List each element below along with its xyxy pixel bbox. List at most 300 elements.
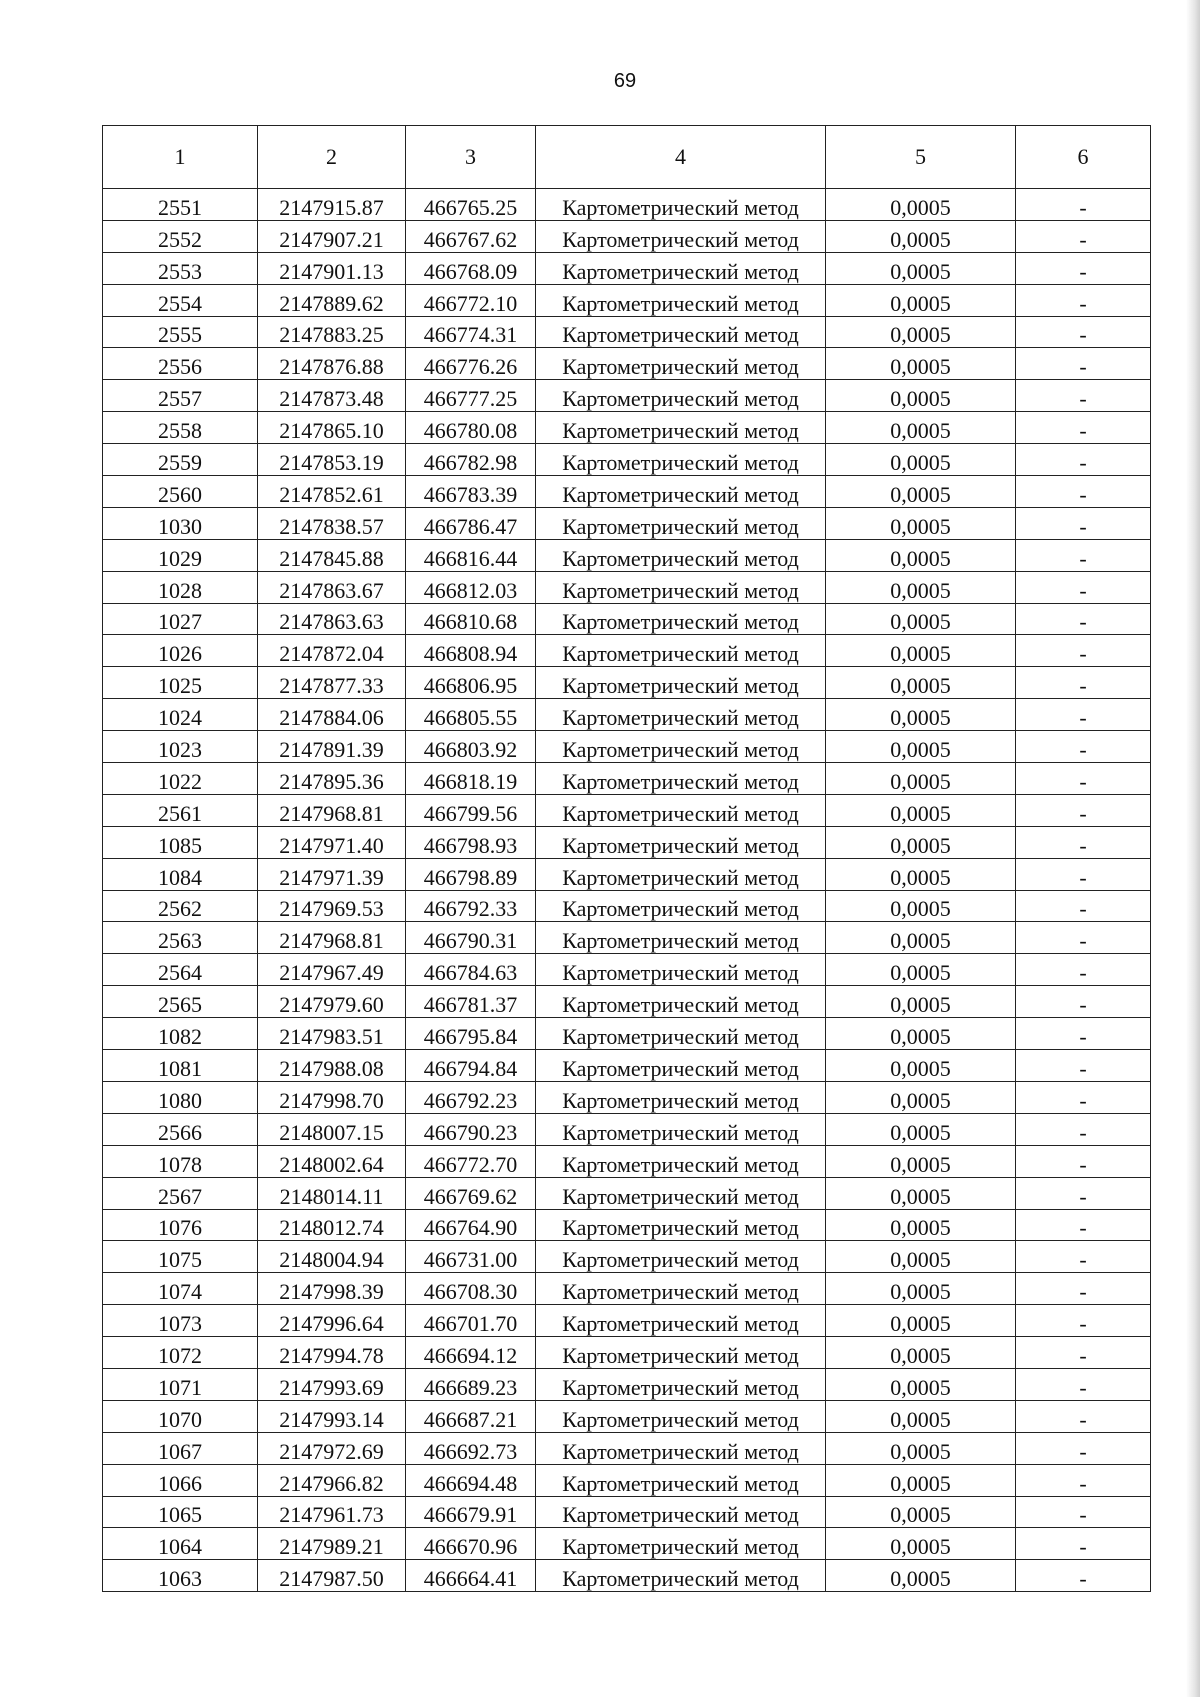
cell-point-number: 1084 bbox=[103, 858, 258, 890]
cell-accuracy: 0,0005 bbox=[826, 284, 1016, 316]
table-row bbox=[103, 1560, 1151, 1592]
cell-point-number: 1080 bbox=[103, 1081, 258, 1113]
cell-coord-y: 466692.73 bbox=[406, 1432, 536, 1464]
cell-accuracy: 0,0005 bbox=[826, 763, 1016, 795]
cell-coord-x: 2147996.64 bbox=[258, 1305, 406, 1337]
cell-coord-x: 2147872.04 bbox=[258, 635, 406, 667]
cell-note: - bbox=[1016, 412, 1151, 444]
cell-note: - bbox=[1016, 444, 1151, 476]
cell-accuracy: 0,0005 bbox=[826, 1528, 1016, 1560]
cell-note: - bbox=[1016, 252, 1151, 284]
cell-coord-y: 466765.25 bbox=[406, 189, 536, 221]
cell-coord-y: 466777.25 bbox=[406, 380, 536, 412]
cell-accuracy: 0,0005 bbox=[826, 1177, 1016, 1209]
table-row bbox=[103, 1432, 1151, 1464]
cell-coord-y: 466764.90 bbox=[406, 1209, 536, 1241]
cell-point-number: 2566 bbox=[103, 1113, 258, 1145]
cell-point-number: 1025 bbox=[103, 667, 258, 699]
cell-point-number: 1081 bbox=[103, 1050, 258, 1082]
table-row bbox=[103, 444, 1151, 476]
cell-accuracy: 0,0005 bbox=[826, 1081, 1016, 1113]
cell-coord-x: 2148002.64 bbox=[258, 1145, 406, 1177]
cell-coord-y: 466790.23 bbox=[406, 1113, 536, 1145]
table-row bbox=[103, 1209, 1151, 1241]
cell-method: Картометрический метод bbox=[536, 699, 826, 731]
cell-coord-y: 466776.26 bbox=[406, 348, 536, 380]
cell-coord-x: 2147876.88 bbox=[258, 348, 406, 380]
column-header-6: 6 bbox=[1016, 126, 1151, 189]
cell-point-number: 1074 bbox=[103, 1273, 258, 1305]
cell-point-number: 1076 bbox=[103, 1209, 258, 1241]
table-row bbox=[103, 1368, 1151, 1400]
cell-method: Картометрический метод bbox=[536, 1113, 826, 1145]
cell-accuracy: 0,0005 bbox=[826, 1050, 1016, 1082]
table-row bbox=[103, 1400, 1151, 1432]
cell-accuracy: 0,0005 bbox=[826, 444, 1016, 476]
cell-point-number: 2557 bbox=[103, 380, 258, 412]
cell-accuracy: 0,0005 bbox=[826, 986, 1016, 1018]
cell-coord-x: 2147907.21 bbox=[258, 220, 406, 252]
cell-point-number: 2554 bbox=[103, 284, 258, 316]
table-row bbox=[103, 252, 1151, 284]
cell-point-number: 1027 bbox=[103, 603, 258, 635]
cell-point-number: 1029 bbox=[103, 539, 258, 571]
table-row bbox=[103, 284, 1151, 316]
cell-accuracy: 0,0005 bbox=[826, 539, 1016, 571]
cell-method: Картометрический метод bbox=[536, 1050, 826, 1082]
table-row bbox=[103, 1337, 1151, 1369]
cell-method: Картометрический метод bbox=[536, 1081, 826, 1113]
cell-point-number: 2567 bbox=[103, 1177, 258, 1209]
cell-note: - bbox=[1016, 890, 1151, 922]
cell-coord-x: 2147877.33 bbox=[258, 667, 406, 699]
cell-method: Картометрический метод bbox=[536, 1432, 826, 1464]
cell-accuracy: 0,0005 bbox=[826, 731, 1016, 763]
table-row bbox=[103, 1496, 1151, 1528]
cell-accuracy: 0,0005 bbox=[826, 826, 1016, 858]
cell-coord-x: 2147967.49 bbox=[258, 954, 406, 986]
cell-coord-x: 2147845.88 bbox=[258, 539, 406, 571]
cell-coord-y: 466701.70 bbox=[406, 1305, 536, 1337]
cell-method: Картометрический метод bbox=[536, 635, 826, 667]
cell-note: - bbox=[1016, 220, 1151, 252]
cell-coord-x: 2147884.06 bbox=[258, 699, 406, 731]
cell-point-number: 2553 bbox=[103, 252, 258, 284]
table-row bbox=[103, 348, 1151, 380]
cell-note: - bbox=[1016, 1241, 1151, 1273]
cell-accuracy: 0,0005 bbox=[826, 1018, 1016, 1050]
cell-coord-y: 466794.84 bbox=[406, 1050, 536, 1082]
cell-coord-y: 466798.89 bbox=[406, 858, 536, 890]
cell-method: Картометрический метод bbox=[536, 1528, 826, 1560]
cell-note: - bbox=[1016, 1177, 1151, 1209]
cell-coord-x: 2147998.39 bbox=[258, 1273, 406, 1305]
cell-accuracy: 0,0005 bbox=[826, 699, 1016, 731]
table-row bbox=[103, 986, 1151, 1018]
cell-method: Картометрический метод bbox=[536, 954, 826, 986]
cell-coord-x: 2147853.19 bbox=[258, 444, 406, 476]
cell-method: Картометрический метод bbox=[536, 890, 826, 922]
table-row bbox=[103, 635, 1151, 667]
scan-edge bbox=[1186, 0, 1200, 1697]
cell-point-number: 1073 bbox=[103, 1305, 258, 1337]
cell-method: Картометрический метод bbox=[536, 444, 826, 476]
cell-point-number: 1065 bbox=[103, 1496, 258, 1528]
cell-point-number: 1085 bbox=[103, 826, 258, 858]
cell-accuracy: 0,0005 bbox=[826, 1464, 1016, 1496]
cell-method: Картометрический метод bbox=[536, 1018, 826, 1050]
cell-coord-x: 2147966.82 bbox=[258, 1464, 406, 1496]
cell-coord-y: 466731.00 bbox=[406, 1241, 536, 1273]
cell-accuracy: 0,0005 bbox=[826, 794, 1016, 826]
cell-coord-x: 2147863.63 bbox=[258, 603, 406, 635]
cell-coord-y: 466694.12 bbox=[406, 1337, 536, 1369]
cell-accuracy: 0,0005 bbox=[826, 252, 1016, 284]
cell-accuracy: 0,0005 bbox=[826, 507, 1016, 539]
table-header bbox=[103, 126, 1151, 189]
cell-accuracy: 0,0005 bbox=[826, 890, 1016, 922]
page-number: 69 bbox=[613, 70, 637, 92]
cell-point-number: 2555 bbox=[103, 316, 258, 348]
cell-point-number: 1022 bbox=[103, 763, 258, 795]
cell-note: - bbox=[1016, 284, 1151, 316]
cell-coord-y: 466812.03 bbox=[406, 571, 536, 603]
cell-coord-y: 466786.47 bbox=[406, 507, 536, 539]
cell-note: - bbox=[1016, 1113, 1151, 1145]
cell-note: - bbox=[1016, 539, 1151, 571]
cell-point-number: 1028 bbox=[103, 571, 258, 603]
cell-accuracy: 0,0005 bbox=[826, 603, 1016, 635]
cell-coord-y: 466679.91 bbox=[406, 1496, 536, 1528]
cell-coord-x: 2147987.50 bbox=[258, 1560, 406, 1592]
table-row bbox=[103, 922, 1151, 954]
cell-accuracy: 0,0005 bbox=[826, 1496, 1016, 1528]
cell-accuracy: 0,0005 bbox=[826, 380, 1016, 412]
cell-note: - bbox=[1016, 316, 1151, 348]
cell-method: Картометрический метод bbox=[536, 794, 826, 826]
cell-method: Картометрический метод bbox=[536, 348, 826, 380]
cell-note: - bbox=[1016, 699, 1151, 731]
cell-method: Картометрический метод bbox=[536, 571, 826, 603]
cell-coord-y: 466767.62 bbox=[406, 220, 536, 252]
cell-point-number: 2563 bbox=[103, 922, 258, 954]
cell-coord-x: 2148007.15 bbox=[258, 1113, 406, 1145]
cell-point-number: 2551 bbox=[103, 189, 258, 221]
cell-coord-y: 466784.63 bbox=[406, 954, 536, 986]
cell-point-number: 1070 bbox=[103, 1400, 258, 1432]
cell-coord-x: 2147891.39 bbox=[258, 731, 406, 763]
cell-method: Картометрический метод bbox=[536, 826, 826, 858]
cell-coord-y: 466772.70 bbox=[406, 1145, 536, 1177]
cell-method: Картометрический метод bbox=[536, 476, 826, 508]
table-row bbox=[103, 1528, 1151, 1560]
cell-note: - bbox=[1016, 1368, 1151, 1400]
cell-point-number: 1064 bbox=[103, 1528, 258, 1560]
cell-point-number: 2556 bbox=[103, 348, 258, 380]
cell-accuracy: 0,0005 bbox=[826, 922, 1016, 954]
cell-coord-y: 466806.95 bbox=[406, 667, 536, 699]
cell-method: Картометрический метод bbox=[536, 763, 826, 795]
cell-coord-x: 2147972.69 bbox=[258, 1432, 406, 1464]
cell-coord-y: 466689.23 bbox=[406, 1368, 536, 1400]
cell-coord-x: 2147961.73 bbox=[258, 1496, 406, 1528]
cell-method: Картометрический метод bbox=[536, 1273, 826, 1305]
cell-coord-y: 466799.56 bbox=[406, 794, 536, 826]
cell-accuracy: 0,0005 bbox=[826, 348, 1016, 380]
cell-coord-x: 2148004.94 bbox=[258, 1241, 406, 1273]
cell-coord-y: 466768.09 bbox=[406, 252, 536, 284]
table-row bbox=[103, 1241, 1151, 1273]
cell-coord-y: 466818.19 bbox=[406, 763, 536, 795]
cell-method: Картометрический метод bbox=[536, 1496, 826, 1528]
cell-coord-x: 2147865.10 bbox=[258, 412, 406, 444]
cell-point-number: 1082 bbox=[103, 1018, 258, 1050]
cell-accuracy: 0,0005 bbox=[826, 1113, 1016, 1145]
table-body bbox=[103, 189, 1151, 1592]
cell-coord-x: 2147968.81 bbox=[258, 922, 406, 954]
cell-coord-x: 2147971.39 bbox=[258, 858, 406, 890]
cell-coord-x: 2147989.21 bbox=[258, 1528, 406, 1560]
cell-note: - bbox=[1016, 1145, 1151, 1177]
cell-note: - bbox=[1016, 763, 1151, 795]
table-row bbox=[103, 220, 1151, 252]
table-row bbox=[103, 1273, 1151, 1305]
cell-coord-y: 466816.44 bbox=[406, 539, 536, 571]
cell-coord-x: 2147873.48 bbox=[258, 380, 406, 412]
cell-method: Картометрический метод bbox=[536, 1337, 826, 1369]
cell-note: - bbox=[1016, 1496, 1151, 1528]
cell-note: - bbox=[1016, 603, 1151, 635]
cell-point-number: 1030 bbox=[103, 507, 258, 539]
cell-point-number: 2552 bbox=[103, 220, 258, 252]
cell-point-number: 1066 bbox=[103, 1464, 258, 1496]
cell-coord-x: 2147901.13 bbox=[258, 252, 406, 284]
cell-coord-x: 2147968.81 bbox=[258, 794, 406, 826]
cell-coord-y: 466808.94 bbox=[406, 635, 536, 667]
cell-accuracy: 0,0005 bbox=[826, 1400, 1016, 1432]
cell-accuracy: 0,0005 bbox=[826, 635, 1016, 667]
table-row bbox=[103, 507, 1151, 539]
cell-note: - bbox=[1016, 1305, 1151, 1337]
cell-point-number: 2561 bbox=[103, 794, 258, 826]
table-row bbox=[103, 189, 1151, 221]
cell-note: - bbox=[1016, 348, 1151, 380]
cell-method: Картометрический метод bbox=[536, 1400, 826, 1432]
cell-accuracy: 0,0005 bbox=[826, 1560, 1016, 1592]
table-row bbox=[103, 731, 1151, 763]
cell-point-number: 1071 bbox=[103, 1368, 258, 1400]
cell-coord-y: 466708.30 bbox=[406, 1273, 536, 1305]
table-row bbox=[103, 826, 1151, 858]
cell-method: Картометрический метод bbox=[536, 1368, 826, 1400]
cell-method: Картометрический метод bbox=[536, 1177, 826, 1209]
cell-note: - bbox=[1016, 1464, 1151, 1496]
cell-method: Картометрический метод bbox=[536, 858, 826, 890]
cell-note: - bbox=[1016, 1560, 1151, 1592]
cell-coord-x: 2147979.60 bbox=[258, 986, 406, 1018]
table-row bbox=[103, 412, 1151, 444]
cell-method: Картометрический метод bbox=[536, 1145, 826, 1177]
table-row bbox=[103, 954, 1151, 986]
table-row bbox=[103, 794, 1151, 826]
cell-coord-y: 466790.31 bbox=[406, 922, 536, 954]
cell-note: - bbox=[1016, 635, 1151, 667]
column-header-2: 2 bbox=[258, 126, 406, 189]
cell-note: - bbox=[1016, 1273, 1151, 1305]
cell-point-number: 1078 bbox=[103, 1145, 258, 1177]
cell-note: - bbox=[1016, 476, 1151, 508]
cell-coord-x: 2148012.74 bbox=[258, 1209, 406, 1241]
cell-coord-x: 2147993.14 bbox=[258, 1400, 406, 1432]
table-row bbox=[103, 571, 1151, 603]
cell-note: - bbox=[1016, 1209, 1151, 1241]
table-row bbox=[103, 603, 1151, 635]
coordinates-table bbox=[102, 125, 1151, 1592]
cell-coord-y: 466810.68 bbox=[406, 603, 536, 635]
header-row bbox=[103, 126, 1151, 189]
column-header-4: 4 bbox=[536, 126, 826, 189]
cell-note: - bbox=[1016, 1050, 1151, 1082]
cell-note: - bbox=[1016, 1432, 1151, 1464]
cell-method: Картометрический метод bbox=[536, 922, 826, 954]
cell-coord-x: 2147993.69 bbox=[258, 1368, 406, 1400]
cell-accuracy: 0,0005 bbox=[826, 1273, 1016, 1305]
table-row bbox=[103, 1018, 1151, 1050]
cell-point-number: 1023 bbox=[103, 731, 258, 763]
cell-method: Картометрический метод bbox=[536, 539, 826, 571]
cell-note: - bbox=[1016, 1400, 1151, 1432]
column-header-5: 5 bbox=[826, 126, 1016, 189]
cell-accuracy: 0,0005 bbox=[826, 476, 1016, 508]
cell-accuracy: 0,0005 bbox=[826, 571, 1016, 603]
cell-coord-x: 2147998.70 bbox=[258, 1081, 406, 1113]
table-row bbox=[103, 539, 1151, 571]
cell-note: - bbox=[1016, 731, 1151, 763]
cell-accuracy: 0,0005 bbox=[826, 954, 1016, 986]
cell-method: Картометрический метод bbox=[536, 667, 826, 699]
cell-accuracy: 0,0005 bbox=[826, 1145, 1016, 1177]
cell-method: Картометрический метод bbox=[536, 603, 826, 635]
cell-note: - bbox=[1016, 826, 1151, 858]
cell-coord-y: 466803.92 bbox=[406, 731, 536, 763]
table-row bbox=[103, 1145, 1151, 1177]
cell-note: - bbox=[1016, 189, 1151, 221]
cell-point-number: 2564 bbox=[103, 954, 258, 986]
cell-coord-x: 2147883.25 bbox=[258, 316, 406, 348]
cell-method: Картометрический метод bbox=[536, 986, 826, 1018]
cell-method: Картометрический метод bbox=[536, 1209, 826, 1241]
cell-coord-y: 466780.08 bbox=[406, 412, 536, 444]
table-row bbox=[103, 763, 1151, 795]
cell-method: Картометрический метод bbox=[536, 189, 826, 221]
cell-coord-y: 466805.55 bbox=[406, 699, 536, 731]
table-row bbox=[103, 1113, 1151, 1145]
table-row bbox=[103, 1305, 1151, 1337]
cell-point-number: 1063 bbox=[103, 1560, 258, 1592]
cell-note: - bbox=[1016, 1018, 1151, 1050]
cell-point-number: 1026 bbox=[103, 635, 258, 667]
cell-method: Картометрический метод bbox=[536, 1305, 826, 1337]
column-header-1: 1 bbox=[103, 126, 258, 189]
table-row bbox=[103, 1464, 1151, 1496]
cell-point-number: 1075 bbox=[103, 1241, 258, 1273]
cell-method: Картометрический метод bbox=[536, 284, 826, 316]
cell-coord-x: 2147988.08 bbox=[258, 1050, 406, 1082]
cell-accuracy: 0,0005 bbox=[826, 316, 1016, 348]
cell-coord-x: 2147838.57 bbox=[258, 507, 406, 539]
cell-coord-y: 466670.96 bbox=[406, 1528, 536, 1560]
cell-method: Картометрический метод bbox=[536, 220, 826, 252]
cell-point-number: 1067 bbox=[103, 1432, 258, 1464]
cell-coord-x: 2147852.61 bbox=[258, 476, 406, 508]
cell-point-number: 2559 bbox=[103, 444, 258, 476]
cell-accuracy: 0,0005 bbox=[826, 189, 1016, 221]
cell-method: Картометрический метод bbox=[536, 731, 826, 763]
cell-coord-y: 466664.41 bbox=[406, 1560, 536, 1592]
cell-note: - bbox=[1016, 380, 1151, 412]
cell-point-number: 2565 bbox=[103, 986, 258, 1018]
cell-coord-y: 466792.33 bbox=[406, 890, 536, 922]
cell-note: - bbox=[1016, 1081, 1151, 1113]
cell-note: - bbox=[1016, 1337, 1151, 1369]
cell-accuracy: 0,0005 bbox=[826, 1305, 1016, 1337]
cell-coord-y: 466795.84 bbox=[406, 1018, 536, 1050]
cell-accuracy: 0,0005 bbox=[826, 1209, 1016, 1241]
cell-note: - bbox=[1016, 954, 1151, 986]
table-row bbox=[103, 1081, 1151, 1113]
cell-coord-x: 2147915.87 bbox=[258, 189, 406, 221]
cell-coord-y: 466783.39 bbox=[406, 476, 536, 508]
cell-note: - bbox=[1016, 986, 1151, 1018]
cell-note: - bbox=[1016, 858, 1151, 890]
cell-note: - bbox=[1016, 507, 1151, 539]
cell-note: - bbox=[1016, 1528, 1151, 1560]
table-row bbox=[103, 1177, 1151, 1209]
cell-coord-y: 466687.21 bbox=[406, 1400, 536, 1432]
table-row bbox=[103, 1050, 1151, 1082]
cell-point-number: 1072 bbox=[103, 1337, 258, 1369]
cell-note: - bbox=[1016, 667, 1151, 699]
table-row bbox=[103, 890, 1151, 922]
cell-point-number: 2558 bbox=[103, 412, 258, 444]
cell-coord-x: 2147895.36 bbox=[258, 763, 406, 795]
table-row bbox=[103, 476, 1151, 508]
cell-coord-x: 2147994.78 bbox=[258, 1337, 406, 1369]
cell-coord-x: 2147863.67 bbox=[258, 571, 406, 603]
cell-coord-x: 2147969.53 bbox=[258, 890, 406, 922]
cell-method: Картометрический метод bbox=[536, 252, 826, 284]
cell-point-number: 2560 bbox=[103, 476, 258, 508]
cell-coord-y: 466774.31 bbox=[406, 316, 536, 348]
cell-method: Картометрический метод bbox=[536, 380, 826, 412]
cell-point-number: 1024 bbox=[103, 699, 258, 731]
cell-coord-x: 2147971.40 bbox=[258, 826, 406, 858]
cell-coord-y: 466792.23 bbox=[406, 1081, 536, 1113]
table-row bbox=[103, 380, 1151, 412]
table-row bbox=[103, 699, 1151, 731]
cell-point-number: 2562 bbox=[103, 890, 258, 922]
cell-accuracy: 0,0005 bbox=[826, 1432, 1016, 1464]
column-header-3: 3 bbox=[406, 126, 536, 189]
cell-coord-x: 2147983.51 bbox=[258, 1018, 406, 1050]
cell-accuracy: 0,0005 bbox=[826, 1241, 1016, 1273]
cell-coord-y: 466782.98 bbox=[406, 444, 536, 476]
table-row bbox=[103, 858, 1151, 890]
cell-note: - bbox=[1016, 794, 1151, 826]
cell-method: Картометрический метод bbox=[536, 412, 826, 444]
cell-accuracy: 0,0005 bbox=[826, 858, 1016, 890]
cell-method: Картометрический метод bbox=[536, 316, 826, 348]
